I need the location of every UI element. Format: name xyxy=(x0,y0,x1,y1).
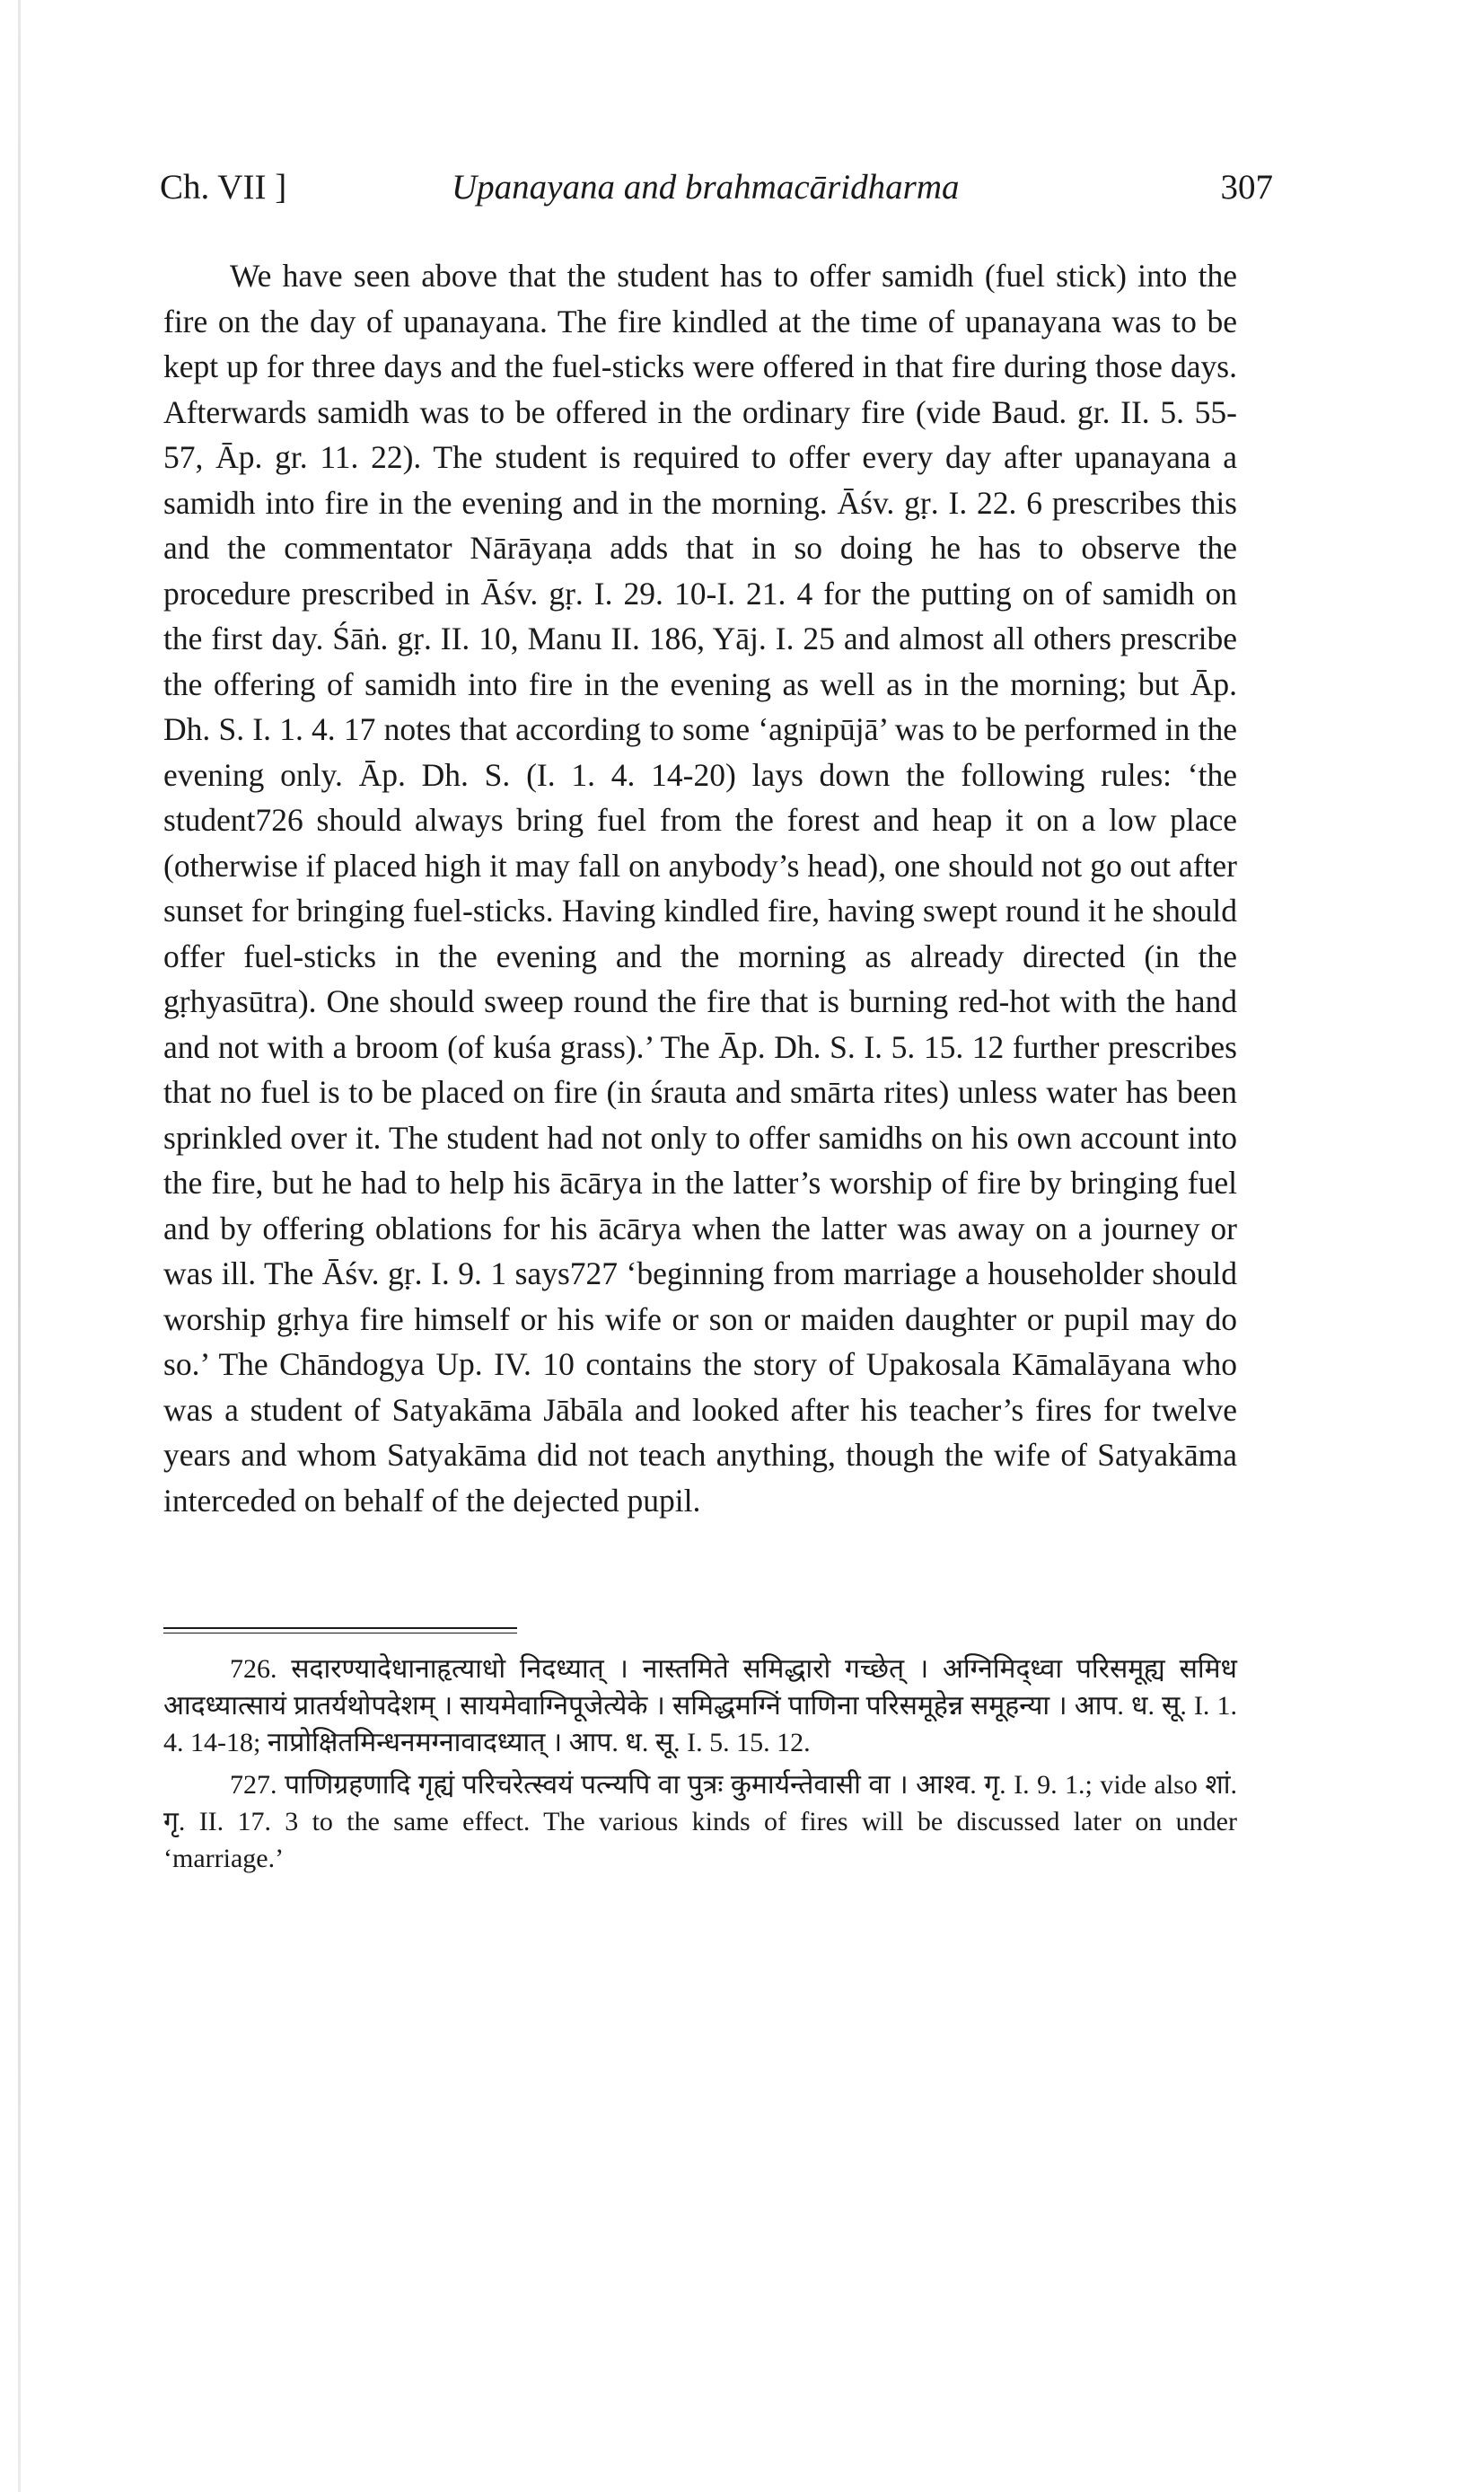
footnote-rule xyxy=(163,1627,517,1629)
footnote-727 xyxy=(163,1766,1237,1877)
footnote-726 xyxy=(163,1651,1237,1761)
body-text xyxy=(163,253,1237,1523)
page-edge xyxy=(18,0,21,2492)
footnote-number: 726. xyxy=(230,1654,277,1684)
footnotes xyxy=(163,1651,1237,1882)
page-number: 307 xyxy=(1220,168,1273,207)
footnote-number: 727. xyxy=(230,1770,277,1800)
page-header xyxy=(160,160,1273,223)
footnote-text: पाणिग्रहणादि गृह्यं परिचरेत्स्वयं पत्न्यपि वा पुत्रः कुमार्यन्तेवासी वा । आश्व. गृ. I. 9. 1.; vide also शां. गृ. II. 17. 3 to the same effect. The various kinds of fires will be discussed later on under ‘marriage.’ xyxy=(163,1770,1238,1873)
chapter-label: Ch. VII ] xyxy=(160,168,287,207)
running-title: Upanayana and brahmacāridharma xyxy=(452,168,960,207)
body-paragraph: We have seen above that the student has to offer samidh (fuel stick) into the fire on the day of upanayana. The fire kindled at the time of upanayana was to be kept up for three days and the fuel-sticks were offered in that fire during those days. Afterwards samidh was to be offered in the ordinary fire (vide Baud. gr. II. 5. 55-57, Āp. gr. 11. 22). The student is required to offer every day after upanayana a samidh into fire in the evening and in the morning. Āśv. gṛ. I. 22. 6 prescribes this and the commentator Nārāyaṇa adds that in so doing he has to observe the procedure prescribed in Āśv. gṛ. I. 29. 10-I. 21. 4 for the putting on of samidh on the first day. Śāṅ. gṛ. II. 10, Manu II. 186, Yāj. I. 25 and almost all others prescribe the offering of samidh into fire in the evening as well as in the morning; but Āp. Dh. S. I. 1. 4. 17 notes that according to some ‘agnipūjā’ was to be performed in the evening only. Āp. Dh. S. (I. 1. 4. 14-20) lays down the following rules: ‘the student726 should always bring fuel from the forest and heap it on a low place (otherwise if placed high it may fall on anybody’s head), one should not go out after sunset for bringing fuel-sticks. Having kindled fire, having swept round it he should offer fuel-sticks in the evening and the morning as already directed (in the gṛhyasūtra). One should sweep round the fire that is burning red-hot with the hand and not with a broom (of kuśa grass).’ The Āp. Dh. S. I. 5. 15. 12 further prescribes that no fuel is to be placed on fire (in śrauta and smārta rites) unless water has been sprinkled over it. The student had not only to offer samidhs on his own account into the fire, but he had to help his ācārya in the latter’s worship of fire by bringing fuel and by offering oblations for his ācārya when the latter was away on a journey or was ill. The Āśv. gṛ. I. 9. 1 says727 ‘beginning from marriage a householder should worship gṛhya fire himself or his wife or son or maiden daughter or pupil may do so.’ The Chāndogya Up. IV. 10 contains the story of Upakosala Kāmalāyana who was a student of Satyakāma Jābāla and looked after his teacher’s fires for twelve years and whom Satyakāma did not teach anything, though the wife of Satyakāma interceded on behalf of the dejected pupil. xyxy=(163,258,1237,1519)
footnote-text: सदारण्यादेधानाहृत्याधो निदध्यात् । नास्तमिते समिद्धारो गच्छेत् । अग्निमिद्ध्वा परिसमूह्य समिध आदध्यात्सायं प्रातर्यथोपदेशम् । सायमेवाग्निपूजेत्येके । समिद्धमग्निं पाणिना परिसमूहेन्न समूहन्या । आप. ध. सू. I. 1. 4. 14-18; नाप्रोक्षितमिन्धनमग्नावादध्यात् । आप. ध. सू. I. 5. 15. 12. xyxy=(163,1654,1238,1757)
